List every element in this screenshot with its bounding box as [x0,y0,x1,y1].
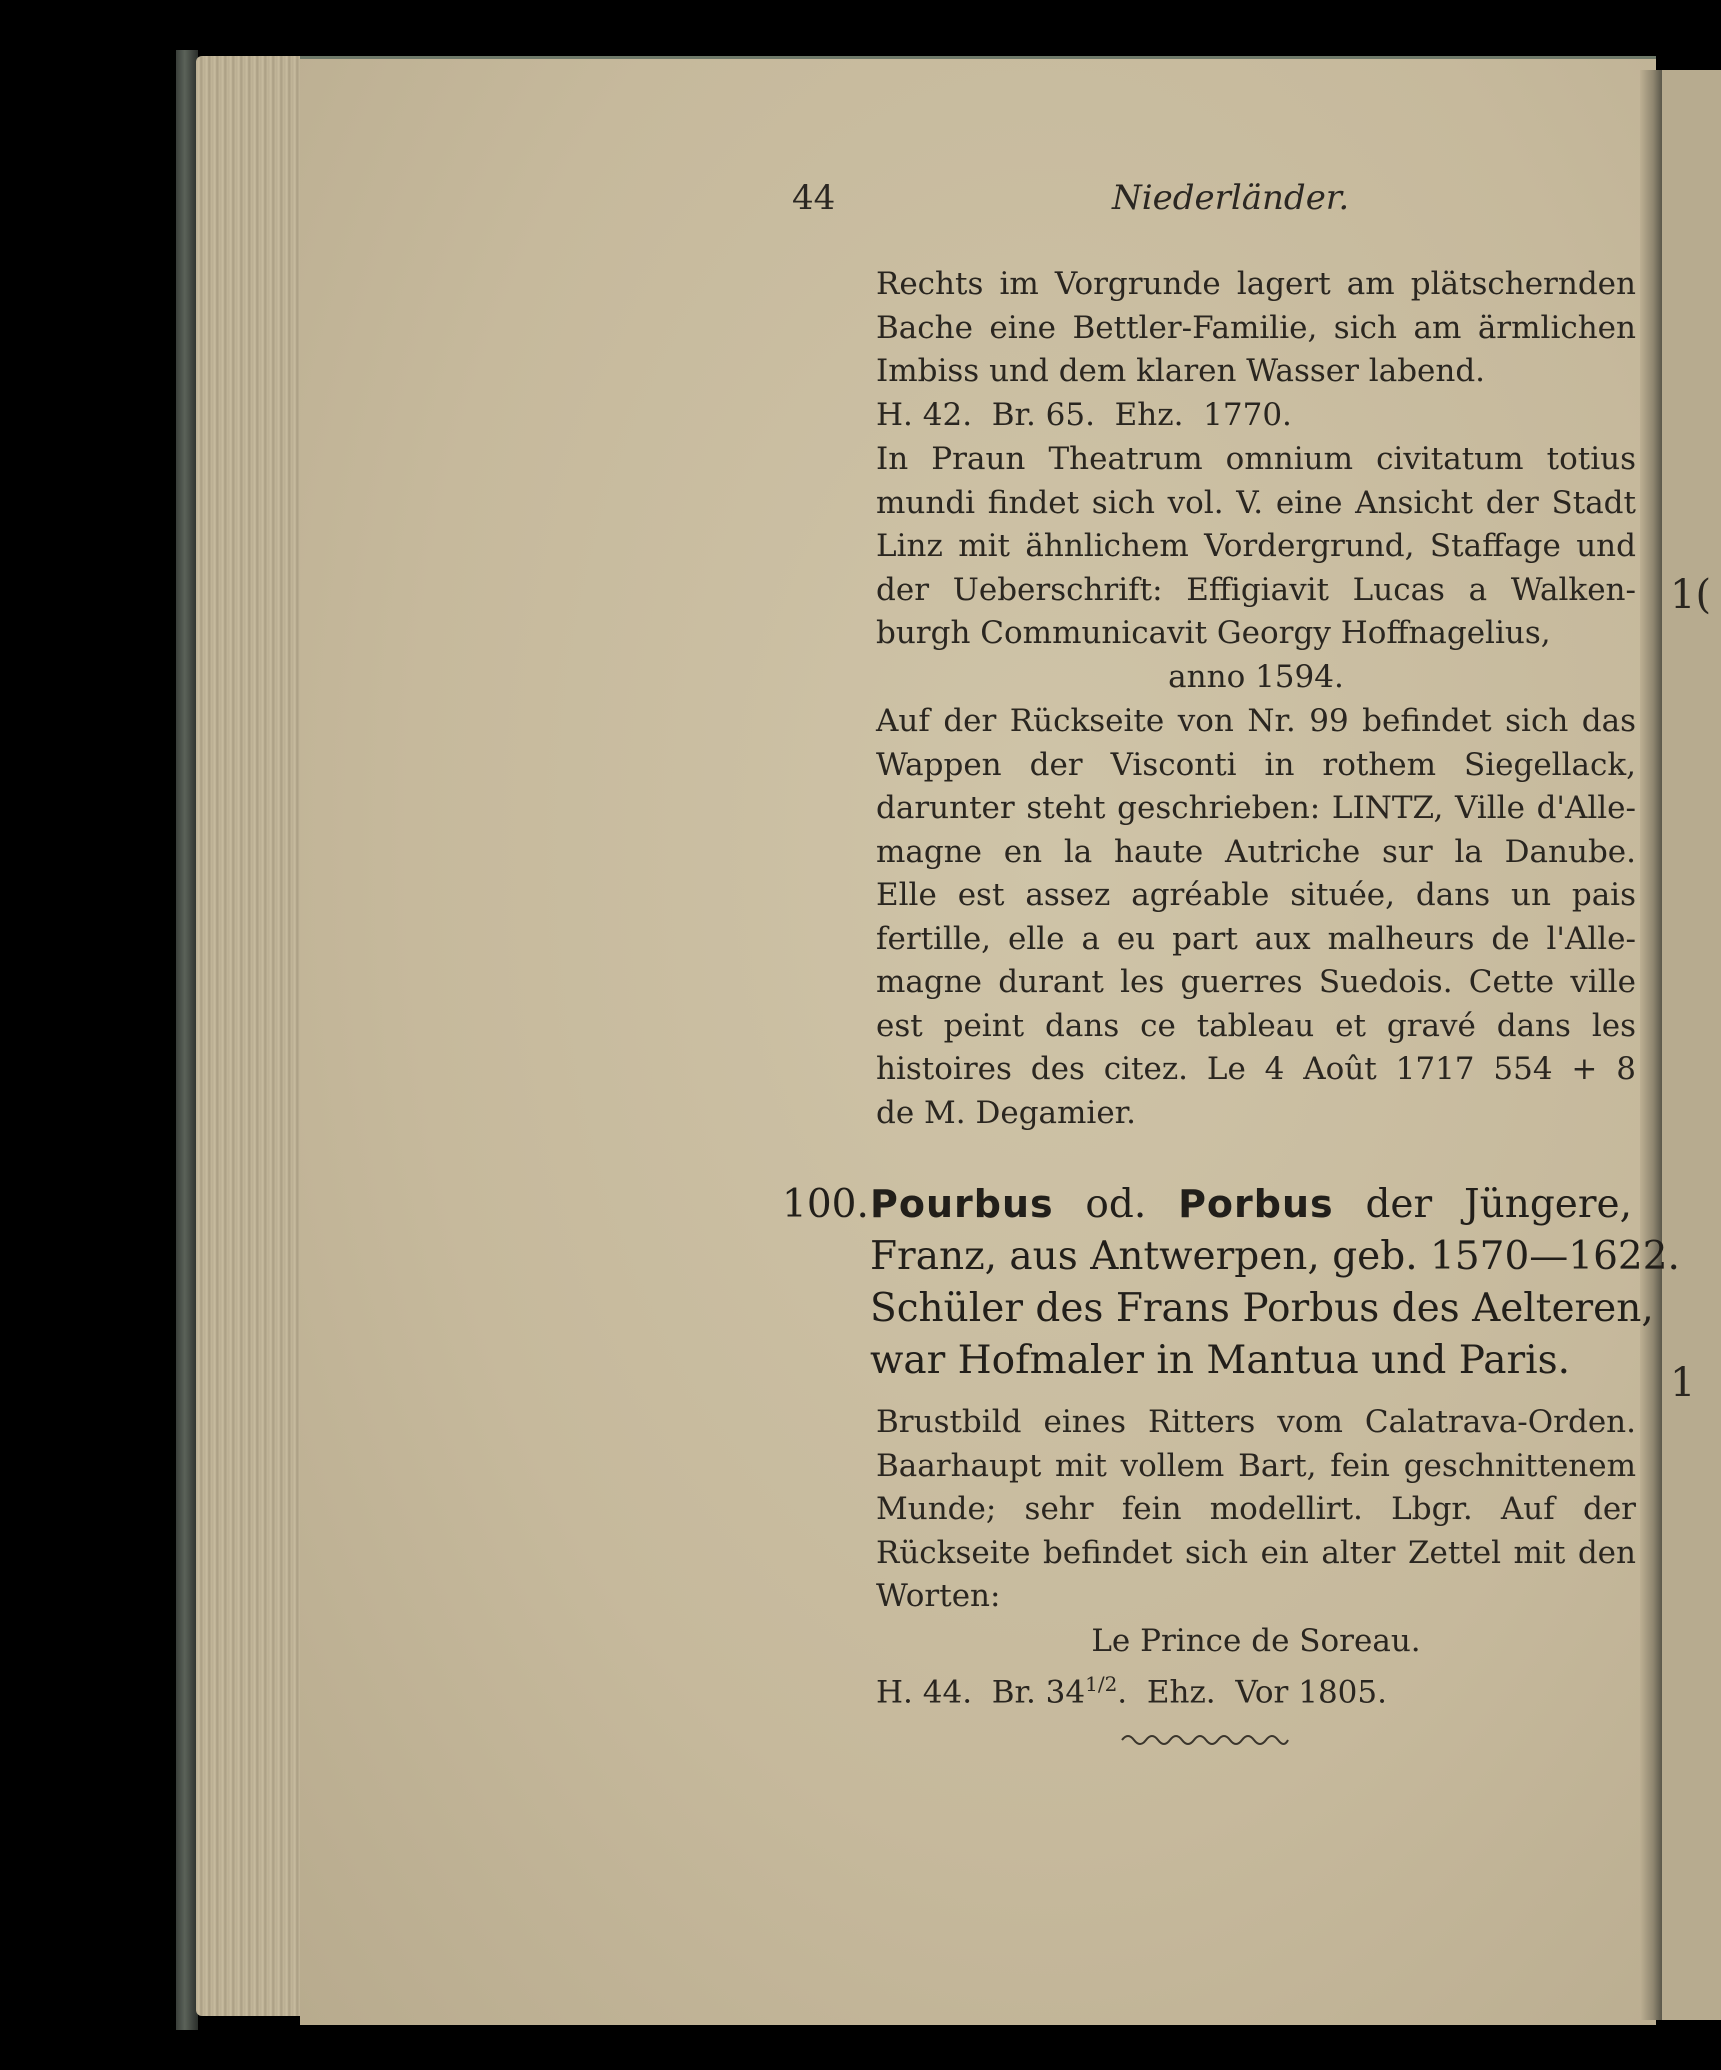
text-line: der Ueberschrift: Effigiavit Lucas a Walken- [876,571,1636,608]
facing-page-fragment: 1 [1670,1360,1696,1406]
reverse-note [876,700,1636,1135]
text-line: Bache eine Bettler-Familie, sich am ärmlichen [876,309,1636,346]
running-head [792,178,1632,228]
praun-year: anno 1594. [1168,659,1344,695]
text-line: Auf der Rückseite von Nr. 99 befindet sich das [876,703,1636,739]
painting-description [876,1401,1636,1619]
text-line: mundi findet sich vol. V. eine Ansicht der Stadt [876,484,1636,521]
measurements-text: H. 44. Br. 34 [876,1674,1086,1711]
page-number: 44 [792,178,836,218]
entry-number: 100. [782,1182,869,1227]
catalogue-entry-heading [782,1178,1680,1387]
artist-name: Pourbus [870,1182,1054,1226]
text-line: Imbiss und dem klaren Wasser labend. [876,353,1486,389]
continuation-paragraph [876,263,1636,394]
measurements-text: . Ehz. Vor 1805. [1117,1674,1387,1711]
text-line: burgh Communicavit Georgy Hoffnagelius, [876,615,1551,651]
facing-page-edge [1662,70,1721,2020]
text-line: Linz mit ähnlichem Vordergrund, Staffage und [876,528,1636,564]
text-line: Worten: [876,1578,1001,1614]
praun-note [876,438,1636,656]
text-line: magne en la haute Autriche sur la Danube. [876,833,1636,870]
book-binding [176,50,198,2030]
text-line: Elle est assez agréable située, dans un pais [876,877,1636,913]
text-line: Wappen der Visconti in rothem Siegellack, [876,746,1636,783]
artist-epithet: der Jüngere, [1333,1182,1632,1227]
text-line: est peint dans ce tableau et gravé dans les [876,1007,1636,1044]
text-line: magne durant les guerres Suedois. Cette ville [876,964,1636,1000]
name-connector: od. [1053,1182,1179,1227]
entry-heading-line: war Hofmaler in Mantua und Paris. [870,1338,1571,1383]
entry-heading-line: Franz, aus Antwerpen, geb. 1570—1622. [870,1234,1680,1279]
artist-name-variant: Porbus [1178,1182,1334,1226]
text-line: darunter steht geschrieben: LINTZ, Ville d'Alle- [876,790,1636,826]
page-gutter-shadow [1640,70,1662,2020]
facing-page-fragment: 1( [1670,572,1712,618]
text-line: histoires des citez. Le 4 Août 1717 554 + 8 [876,1051,1636,1087]
label-text: Le Prince de Soreau. [1091,1623,1421,1659]
text-line: de M. Degamier. [876,1094,1136,1131]
text-line: Brustbild eines Ritters vom Calatrava-Orden. [876,1404,1636,1440]
wavy-divider-ornament [1120,1730,1290,1750]
text-line: Rückseite befindet sich ein alter Zettel mit den [876,1534,1636,1571]
entry-heading-line [782,1178,1632,1231]
text-line: Baarhaupt mit vollem Bart, fein geschnittenem [876,1447,1636,1484]
text-line: Munde; sehr fein modellirt. Lbgr. Auf der [876,1491,1636,1527]
measurements-fraction: 1/2 [1085,1672,1118,1696]
measurements-line [876,1663,1636,1715]
text-line: fertille, elle a eu part aux malheurs de l'Alle- [876,920,1636,957]
measurements-line: H. 42. Br. 65. Ehz. 1770. [876,397,1292,433]
text-line: In Praun Theatrum omnium civitatum totius [876,441,1636,477]
entry-heading-line: Schüler des Frans Porbus des Aelteren, [870,1286,1654,1331]
section-title: Niederländer. [1112,178,1350,218]
text-line: Rechts im Vorgrunde lagert am plätschernden [876,266,1636,302]
